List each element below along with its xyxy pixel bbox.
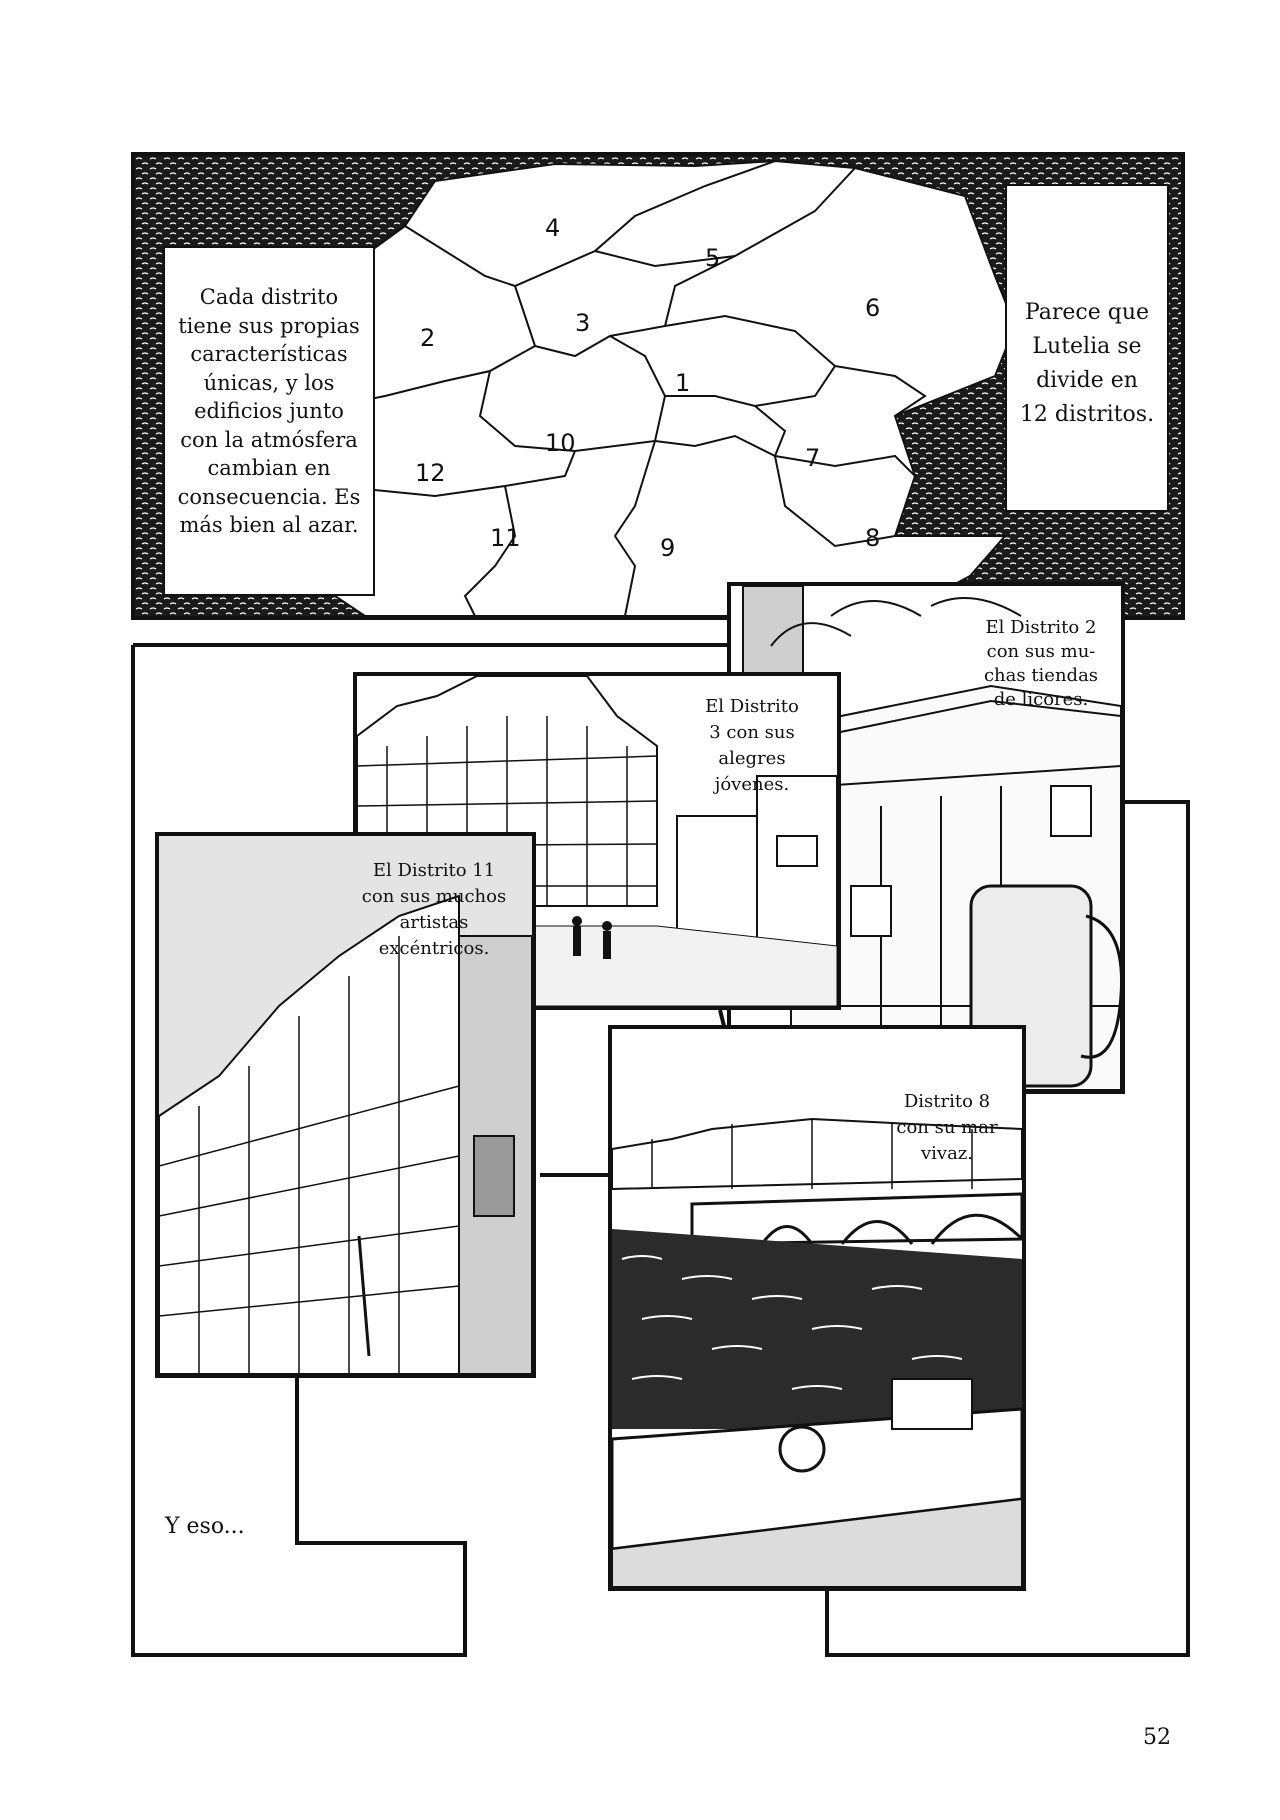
district-label-6: 6 [865,294,881,322]
caption-left-line: edificios junto [194,399,344,424]
caption-line: alegres [718,748,786,770]
caption-line: artistas [399,912,469,934]
caption-line: jóvenes. [714,774,790,796]
caption-left-line: tiene sus propias [178,313,360,338]
district-label-9: 9 [660,534,676,562]
caption-line: chas tiendas [983,664,1099,686]
caption-right-line: 12 distritos. [1019,402,1155,428]
district-label-4: 4 [545,214,561,242]
caption-right-line: Parece que [1024,300,1150,325]
district-label-1: 1 [675,369,691,397]
caption-left-line: Cada distrito [199,285,339,309]
district-label-2: 2 [420,324,436,352]
page-number: 52 [1143,1725,1171,1750]
caption-left-line: más bien al azar. [179,513,359,538]
caption-line: El Distrito 2 [985,617,1097,638]
ending-text: Y eso... [165,1514,245,1539]
caption-right-line: Lutelia se [1032,334,1142,360]
caption-line: excéntricos. [378,938,490,960]
caption-line: El Distrito [705,696,799,717]
caption-line: vivaz. [920,1143,974,1165]
caption-district-3 [687,694,817,798]
district-label-7: 7 [805,444,821,472]
panel-district-8 [608,1025,1026,1591]
caption-district-8 [882,1089,1012,1167]
district-label-3: 3 [575,309,591,337]
caption-line: de licores. [993,688,1089,710]
caption-line: con sus mu- [986,640,1096,662]
caption-left-line: con la atmósfera [180,427,358,452]
caption-right-line: divide en [1036,368,1138,394]
caption-line: El Distrito 11 [372,860,496,881]
caption-left-line: únicas, y los [203,370,335,395]
caption-line: 3 con sus [709,722,795,744]
caption-line: con sus muchos [361,886,507,908]
caption-district-2 [961,616,1121,712]
caption-left-line: características [190,342,348,367]
caption-left-line: consecuencia. Es [177,484,361,509]
district-label-11: 11 [490,524,521,552]
caption-left-line: cambian en [207,456,331,481]
panel-district-11 [155,832,536,1378]
caption-line: Distrito 8 [903,1091,991,1112]
district-label-5: 5 [705,244,721,272]
district-label-12: 12 [415,459,446,487]
caption-line: con su mar [896,1117,998,1139]
district-label-8: 8 [865,524,881,552]
caption-district-11 [349,858,519,962]
district-label-10: 10 [545,429,576,457]
